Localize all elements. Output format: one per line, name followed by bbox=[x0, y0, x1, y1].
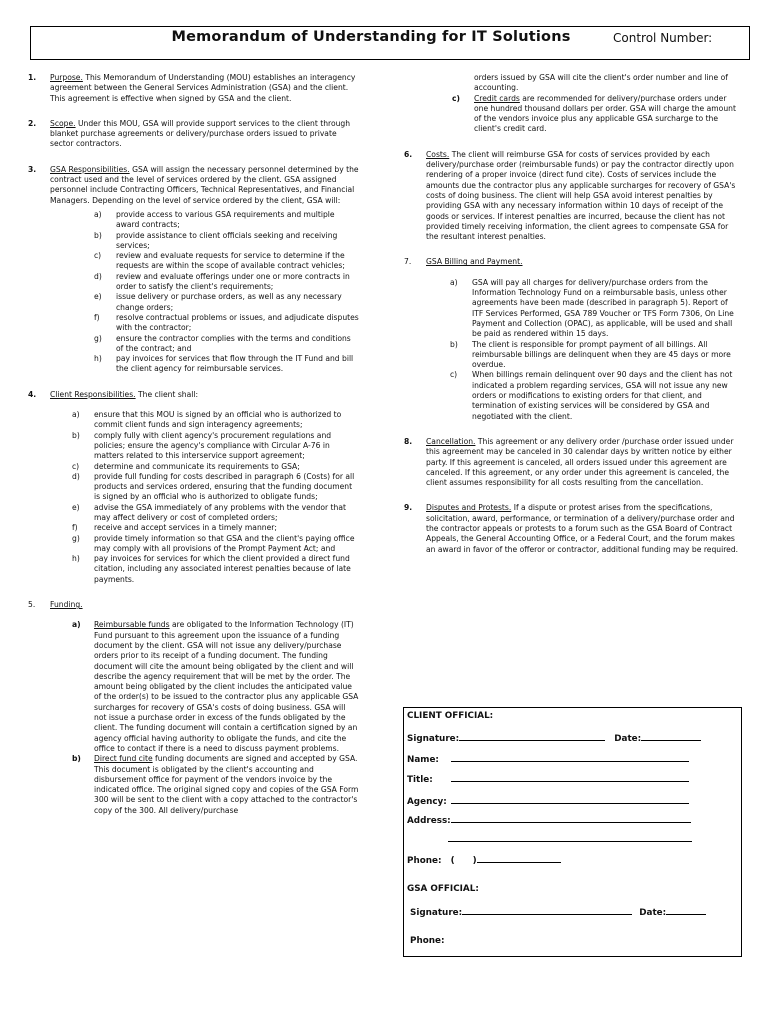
list-item bbox=[72, 620, 360, 754]
list-item-text: are recommended for delivery/purchase orders under one hundred thousand dollars per order. GSA will charge the amount of the vendors invoice plus any applicable GSA surcharge to the client's credit card. bbox=[474, 93, 736, 134]
list-item bbox=[94, 334, 360, 355]
list-item-label: b) bbox=[450, 339, 458, 349]
section-number: 6. bbox=[404, 149, 413, 159]
gsa-date-field[interactable] bbox=[666, 905, 706, 915]
list-item-text: funding documents are signed and accepted by GSA. This document is obligated by the client's accounting and disbursement office for payment of the vendors invoice by the indicated office. The original signed copy and copies of the GSA Form 300 will be sent to the client with a copy attached to the contractor's copy of the 300. All delivery/purchase bbox=[94, 754, 359, 815]
section-costs bbox=[404, 150, 740, 243]
document-header bbox=[30, 26, 750, 60]
section-number: 8. bbox=[404, 436, 413, 446]
section-heading: Disputes and Protests. bbox=[426, 503, 512, 513]
list-item bbox=[94, 354, 360, 375]
list-item bbox=[452, 73, 740, 94]
gsa-responsibility-list bbox=[50, 210, 360, 375]
client-title-label: Title: bbox=[407, 775, 433, 785]
list-item bbox=[72, 472, 360, 503]
list-item-text: provide timely information so that GSA and the client's paying office may comply with all provisions of the Prompt Payment Act; and bbox=[94, 533, 355, 553]
list-item bbox=[72, 523, 360, 533]
list-item-text: review and evaluate requests for service to determine if the requests are within the scope of available contract vehicles; bbox=[116, 251, 345, 271]
list-item-text: ensure that this MOU is signed by an official who is authorized to commit client funds and sign interagency agreements; bbox=[94, 410, 342, 430]
client-address-field[interactable] bbox=[451, 813, 691, 823]
billing-list bbox=[426, 278, 740, 422]
signature-block bbox=[403, 707, 742, 957]
section-heading: GSA Responsibilities. bbox=[50, 164, 130, 174]
section-cancellation bbox=[404, 437, 740, 488]
list-item-label: h) bbox=[72, 554, 80, 564]
list-item bbox=[72, 431, 360, 462]
list-item-label: b) bbox=[72, 430, 80, 440]
funding-list-continued bbox=[404, 73, 740, 135]
client-phone-label: Phone: bbox=[407, 856, 442, 866]
list-item-text: comply fully with client agency's procurement regulations and policies; ensure the agency's compliance with Circular A-76 in matters related to this interservice support agreement; bbox=[94, 430, 332, 461]
client-phone-row bbox=[407, 853, 561, 866]
section-text: GSA will assign the necessary personnel determined by the contract used and the level of services ordered by the client. GSA assigned personnel include Contracting Officers, Technical Representatives, and Financial Managers. Depending on the level of service ordered by the client, GSA will: bbox=[50, 164, 359, 205]
client-title-field[interactable] bbox=[451, 772, 689, 782]
client-address-row bbox=[407, 813, 691, 826]
list-item-label: e) bbox=[72, 502, 80, 512]
list-item bbox=[94, 313, 360, 334]
list-item-text: ensure the contractor complies with the terms and conditions of the contract; and bbox=[116, 333, 351, 353]
list-item bbox=[452, 94, 740, 135]
section-heading: Funding. bbox=[50, 600, 83, 610]
gsa-signature-row bbox=[410, 905, 706, 918]
section-heading: Costs. bbox=[426, 149, 450, 159]
list-item-label: d) bbox=[94, 271, 102, 281]
section-heading: Purpose. bbox=[50, 73, 83, 82]
funding-term: Credit cards bbox=[474, 93, 520, 103]
control-number-field[interactable] bbox=[36, 59, 162, 60]
list-item bbox=[72, 410, 360, 431]
document-title: Memorandum of Understanding for IT Solutions bbox=[171, 29, 571, 45]
list-item bbox=[72, 534, 360, 555]
section-client-responsibilities bbox=[28, 390, 360, 585]
list-item-text: receive and accept services in a timely manner; bbox=[94, 523, 277, 533]
gsa-phone-label: Phone: bbox=[410, 936, 445, 946]
section-number: 9. bbox=[404, 503, 413, 513]
client-address-label: Address: bbox=[407, 816, 451, 826]
right-column bbox=[404, 73, 740, 555]
list-item-label: a) bbox=[450, 277, 458, 287]
list-item-text: orders issued by GSA will cite the client's order number and line of accounting. bbox=[474, 73, 728, 93]
list-item-text: pay invoices for services for which the client provided a direct fund citation, including any associated interest penalties because of late payments. bbox=[94, 554, 351, 584]
client-name-row bbox=[407, 752, 689, 765]
client-signature-label: Signature: bbox=[407, 734, 460, 744]
list-item-label: g) bbox=[72, 533, 80, 543]
list-item-text: provide full funding for costs described in paragraph 6 (Costs) for all products and services ordered, ensuring that the funding document is signed by an official who is authorized to obligate funds; bbox=[94, 471, 355, 502]
client-date-label: Date: bbox=[614, 734, 642, 744]
client-name-label: Name: bbox=[407, 755, 439, 765]
list-item bbox=[450, 340, 740, 371]
client-signature-row bbox=[407, 731, 701, 744]
section-number: 4. bbox=[28, 389, 37, 399]
client-title-row bbox=[407, 772, 689, 785]
gsa-date-label: Date: bbox=[639, 908, 667, 918]
section-heading: Cancellation. bbox=[426, 436, 476, 446]
section-text: This agreement or any delivery order /purchase order issued under this agreement may be canceled in 30 calendar days by written notice by either party. If this agreement is canceled, all orders issued under this agreement are canceled. If this agreement, or any order under this agreement is canceled, the client assumes responsibility for all costs resulting from the cancellation. bbox=[426, 436, 734, 488]
section-number: 1. bbox=[28, 73, 37, 82]
list-item-text: pay invoices for services that flow through the IT Fund and bill the client agency for reimbursable services. bbox=[116, 354, 354, 374]
client-address-row-2 bbox=[448, 832, 692, 845]
list-item-label: a) bbox=[72, 410, 80, 420]
list-item-text: The client is responsible for prompt payment of all billings. All reimbursable billings are delinquent when they are 45 days or more overdue. bbox=[472, 339, 731, 370]
list-item-label: d) bbox=[72, 471, 80, 481]
list-item-label: c) bbox=[450, 370, 458, 380]
list-item bbox=[450, 278, 740, 340]
list-item-label: c) bbox=[94, 251, 102, 261]
list-item bbox=[450, 370, 740, 421]
section-purpose bbox=[28, 73, 360, 104]
list-item-label: c) bbox=[72, 461, 80, 471]
list-item bbox=[72, 554, 360, 585]
list-item-label: h) bbox=[94, 354, 102, 364]
gsa-signature-field[interactable] bbox=[462, 905, 632, 915]
client-phone-field[interactable] bbox=[477, 853, 561, 863]
section-scope bbox=[28, 119, 360, 150]
section-gsa-responsibilities bbox=[28, 165, 360, 375]
section-heading: Client Responsibilities. bbox=[50, 389, 136, 399]
phone-paren-close: ) bbox=[472, 856, 477, 866]
section-heading: GSA Billing and Payment. bbox=[426, 257, 523, 267]
list-item bbox=[94, 251, 360, 272]
list-item-text: determine and communicate its requirements to GSA; bbox=[94, 461, 300, 471]
list-item-label: a) bbox=[94, 209, 102, 219]
list-item-text: advise the GSA immediately of any problems with the vendor that may affect delivery or cost of completed orders; bbox=[94, 502, 346, 522]
list-item bbox=[94, 210, 360, 231]
list-item-text: issue delivery or purchase orders, as well as any necessary change orders; bbox=[116, 292, 342, 312]
list-item bbox=[94, 292, 360, 313]
section-heading: Scope. bbox=[50, 118, 76, 128]
client-agency-label: Agency: bbox=[407, 797, 447, 807]
client-responsibility-list bbox=[50, 410, 360, 585]
client-name-field[interactable] bbox=[451, 752, 689, 762]
list-item bbox=[72, 462, 360, 472]
gsa-official-heading: GSA OFFICIAL: bbox=[407, 884, 479, 894]
client-agency-row bbox=[407, 794, 689, 807]
list-item bbox=[72, 503, 360, 524]
list-item-text: are obligated to the Information Technology (IT) Fund pursuant to this agreement upon the issuance of a funding document by the client. GSA will not issue any delivery/purchase orders prior to its receipt of a funding document. The funding document will cite the amount being obligated by the client and will describe the agency requirement that will be met by the order. The amount being obligated by the client includes the anticipated value of the order(s) to be issued to the contractor plus any applicable GSA surcharges for recovery of GSA's costs of doing business. GSA will not issue a purchase order in excess of the funds obligated by the client. The funding document will contain a certification signed by an agency official having authority to obligate the funds, and cite the office to contact if there is a need to discuss payment problems. bbox=[94, 620, 359, 753]
section-number: 3. bbox=[28, 164, 37, 174]
list-item-label: g) bbox=[94, 333, 102, 343]
list-item-label: b) bbox=[72, 754, 81, 764]
list-item-label: a) bbox=[72, 620, 81, 630]
list-item-label: e) bbox=[94, 292, 102, 302]
section-number: 2. bbox=[28, 118, 37, 128]
section-billing-payment bbox=[404, 257, 740, 421]
list-item-text: GSA will pay all charges for delivery/purchase orders from the Information Technology Fund on a reimbursable basis, unless other agreements have been made (described in paragraph 5). Report of ITF Services Performed, GSA 789 Voucher or TFS Form 7306, On Line Payment and Collection (OPAC), as applicable, will be used and shall be paid as rendered within 15 days. bbox=[472, 277, 734, 339]
section-disputes-protests bbox=[404, 503, 740, 554]
list-item bbox=[94, 231, 360, 252]
section-number: 7. bbox=[404, 257, 412, 267]
client-agency-field[interactable] bbox=[451, 794, 689, 804]
client-date-field[interactable] bbox=[641, 731, 701, 741]
list-item-label: f) bbox=[94, 312, 100, 322]
client-signature-field[interactable] bbox=[459, 731, 605, 741]
phone-paren-open: ( bbox=[450, 856, 455, 866]
section-number: 5. bbox=[28, 600, 36, 610]
list-item bbox=[72, 754, 360, 816]
gsa-phone-row bbox=[410, 936, 445, 946]
list-item-text: review and evaluate offerings under one or more contracts in order to satisfy the client's requirements; bbox=[116, 271, 350, 292]
control-number-label: Control Number: bbox=[613, 31, 713, 45]
list-item-text: provide access to various GSA requirements and multiple award contracts; bbox=[116, 209, 335, 230]
list-item-label: c) bbox=[452, 93, 460, 103]
list-item-label: f) bbox=[72, 523, 78, 533]
list-item-label: b) bbox=[94, 230, 102, 240]
list-item-text: resolve contractual problems or issues, and adjudicate disputes with the contractor; bbox=[116, 312, 359, 333]
funding-term: Direct fund cite bbox=[94, 754, 153, 764]
section-text: The client shall: bbox=[138, 389, 199, 399]
left-column bbox=[28, 73, 360, 816]
section-text: Under this MOU, GSA will provide support services to the client through blanket purchase agreements or delivery/purchase orders issued to private sector contractors. bbox=[50, 118, 351, 149]
funding-list bbox=[50, 620, 360, 816]
list-item-text: provide assistance to client officials seeking and receiving services; bbox=[116, 230, 338, 250]
client-official-heading: CLIENT OFFICIAL: bbox=[407, 711, 494, 721]
client-address-field-line-2[interactable] bbox=[448, 832, 692, 842]
section-text: The client will reimburse GSA for costs of services provided by each delivery/purchase order (reimbursable funds) or pay the contractor directly upon rendering of a proper invoice (direct fund cite). Costs of services include the amounts due the contractor plus any applicable surcharges for recovery of GSA's costs of doing business. The client will help GSA avoid interest penalties by providing GSA with any necessary information within 10 days of receipt of the goods or services. If interest penalties are incurred, because the client has not provided timely receiving information, the client agrees to compensate GSA for the resultant interest penalties. bbox=[426, 149, 736, 242]
section-text: If a dispute or protest arises from the specifications, solicitation, award, performance, or termination of a delivery/purchase order and the contractor appeals or protests to a forum such as the GSA Board of Contract Appeals, the General Accounting Office, or a Federal Court, and the forum makes an award in favor of the offeror or contractor, additional funding may be required. bbox=[426, 503, 739, 554]
list-item bbox=[94, 272, 360, 293]
section-funding bbox=[28, 600, 360, 816]
gsa-signature-label: Signature: bbox=[410, 908, 463, 918]
list-item-text: When billings remain delinquent over 90 days and the client has not indicated a problem regarding services, GSA will not issue any new orders or modifications to existing orders for that client, and termination of existing services will be considered by GSA and negotiated with the client. bbox=[472, 370, 733, 421]
section-text: This Memorandum of Understanding (MOU) establishes an interagency agreement between the General Services Administration (GSA) and the client. This agreement is effective when signed by GSA and the client. bbox=[50, 73, 356, 103]
funding-term: Reimbursable funds bbox=[94, 620, 170, 630]
